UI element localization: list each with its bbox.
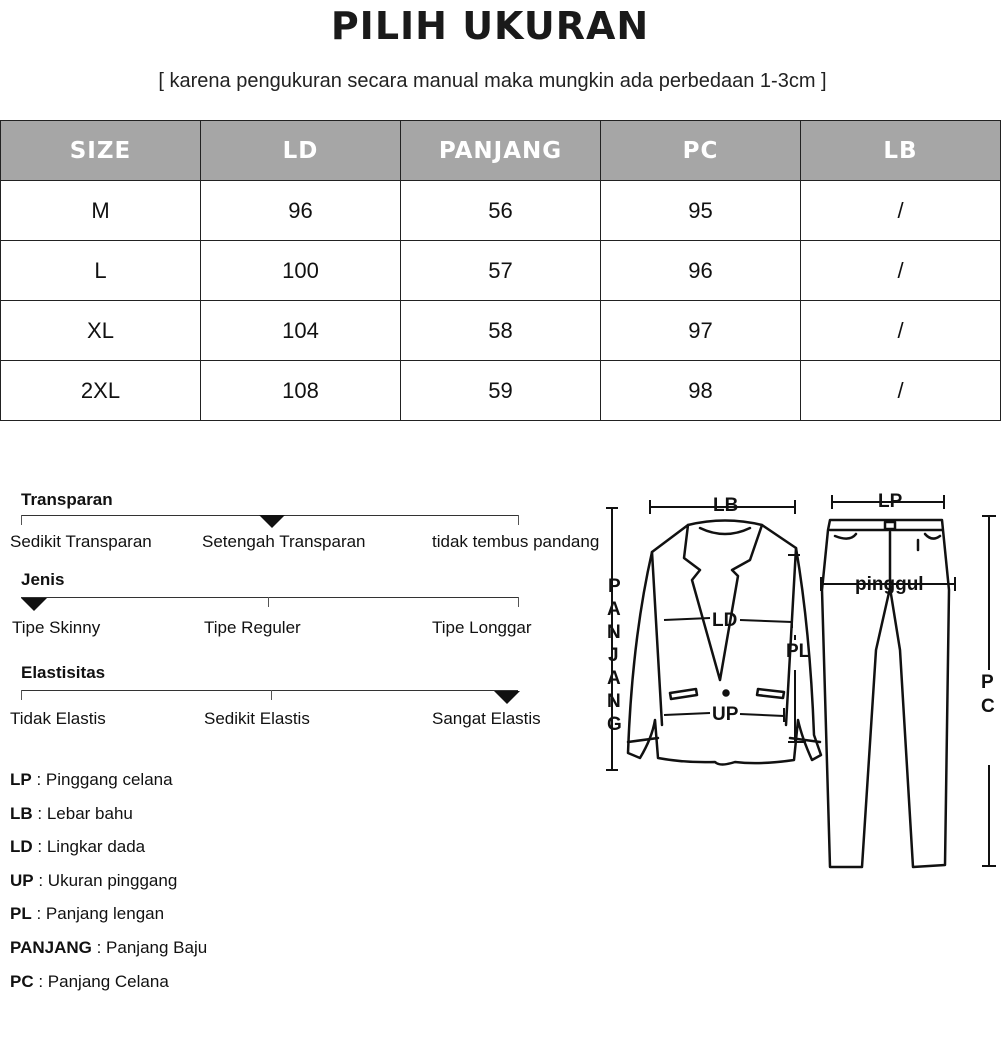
label-lb: LB (713, 495, 739, 516)
label-panjang-letter: G (607, 714, 622, 735)
scale-jenis (0, 570, 620, 650)
col-header: PC (601, 121, 801, 181)
table-cell: 100 (201, 241, 401, 301)
legend-key: UP (10, 870, 34, 890)
blazer-lapel-icon (684, 525, 762, 680)
table-cell: 56 (401, 181, 601, 241)
table-cell: / (801, 181, 1001, 241)
table-cell: 96 (601, 241, 801, 301)
legend-item (10, 902, 207, 936)
table-row (1, 301, 1001, 361)
table-cell: 97 (601, 301, 801, 361)
scale-label: Transparan (21, 490, 113, 509)
legend-desc: : Pinggang celana (31, 770, 173, 789)
table-cell: 59 (401, 361, 601, 421)
table-row (1, 181, 1001, 241)
legend-key: LD (10, 837, 33, 857)
table-cell: 96 (201, 181, 401, 241)
table-cell: 95 (601, 181, 801, 241)
label-panjang-letter: A (607, 599, 621, 620)
table-cell: / (801, 301, 1001, 361)
label-panjang-letter: J (608, 645, 619, 666)
label-pinggul: pinggul (855, 574, 924, 595)
legend-item (10, 802, 207, 836)
table-row (1, 241, 1001, 301)
label-ld: LD (712, 610, 738, 631)
label-up: UP (712, 704, 739, 725)
legend-key: PANJANG (10, 937, 92, 957)
col-header: SIZE (1, 121, 201, 181)
scale-tick (271, 690, 272, 700)
table-row (1, 361, 1001, 421)
legend-desc: : Panjang lengan (31, 904, 165, 924)
table-cell: / (801, 241, 1001, 301)
col-header: PANJANG (401, 121, 601, 181)
scale-option: Tipe Skinny (12, 618, 101, 637)
table-cell: 58 (401, 301, 601, 361)
table-cell: 104 (201, 301, 401, 361)
table-cell: / (801, 361, 1001, 421)
measurement-note: [ karena pengukuran secara manual maka mungkin ada perbedaan 1-3cm ] (158, 70, 827, 92)
scale-tick (21, 515, 22, 525)
scale-marker-icon (494, 691, 520, 704)
legend-item (10, 835, 207, 869)
scale-line (21, 597, 518, 598)
scale-option: Tipe Reguler (204, 618, 301, 637)
scale-option: Tipe Longgar (432, 618, 532, 637)
table-cell: 2XL (1, 361, 201, 421)
table-cell: 57 (401, 241, 601, 301)
legend-key: LP (10, 770, 32, 789)
label-pc-letter: C (981, 696, 995, 717)
scale-tick (518, 597, 519, 607)
legend-desc: : Lingkar dada (32, 837, 146, 857)
scale-label: Elastisitas (21, 663, 106, 682)
scale-option: tidak tembus pandang (432, 532, 600, 551)
garment-drawing (600, 480, 1005, 1000)
table-cell: 98 (601, 361, 801, 421)
trousers-outline-icon (822, 520, 949, 867)
legend-desc: : Panjang Celana (33, 971, 169, 991)
size-table (0, 120, 1001, 421)
scale-line (21, 690, 518, 691)
legend-item (10, 936, 207, 970)
label-pl: PL (786, 641, 811, 662)
scale-option: Sedikit Elastis (204, 709, 310, 728)
legend-key: PC (10, 971, 34, 991)
legend-desc: : Lebar bahu (32, 803, 133, 823)
legend-item (10, 768, 207, 802)
table-header-row (1, 121, 1001, 181)
page-title: PILIH UKURAN (330, 4, 650, 48)
label-lp: LP (878, 491, 903, 512)
table-cell: XL (1, 301, 201, 361)
label-panjang-letter: N (607, 691, 621, 712)
scale-option: Sedikit Transparan (10, 532, 152, 551)
scale-label: Jenis (21, 570, 65, 589)
legend-desc: : Ukuran pinggang (33, 870, 178, 890)
scale-tick (518, 515, 519, 525)
scale-option: Tidak Elastis (10, 709, 106, 728)
legend-desc: : Panjang Baju (91, 937, 208, 957)
table-cell: M (1, 181, 201, 241)
legend-item (10, 970, 207, 1004)
scale-marker-icon (259, 515, 285, 528)
table-cell: 108 (201, 361, 401, 421)
scale-elastisitas (0, 663, 620, 743)
scale-option: Sangat Elastis (432, 709, 541, 728)
col-header: LD (201, 121, 401, 181)
label-panjang-letter: P (608, 576, 621, 597)
col-header: LB (801, 121, 1001, 181)
abbreviation-legend (10, 768, 207, 1003)
label-panjang-letter: A (607, 668, 621, 689)
label-panjang-vertical (607, 576, 622, 735)
legend-key: LB (10, 803, 33, 823)
label-pc-letter: P (981, 672, 994, 693)
legend-key: PL (10, 904, 32, 924)
scale-option: Setengah Transparan (202, 532, 366, 551)
scale-tick (21, 690, 22, 700)
scale-transparan (0, 490, 620, 570)
label-panjang-letter: N (607, 622, 621, 643)
scale-tick (268, 597, 269, 607)
label-pc-vertical (981, 672, 995, 717)
table-cell: L (1, 241, 201, 301)
scale-marker-icon (21, 598, 47, 611)
measurement-illustration (600, 480, 1005, 1000)
legend-item (10, 869, 207, 903)
